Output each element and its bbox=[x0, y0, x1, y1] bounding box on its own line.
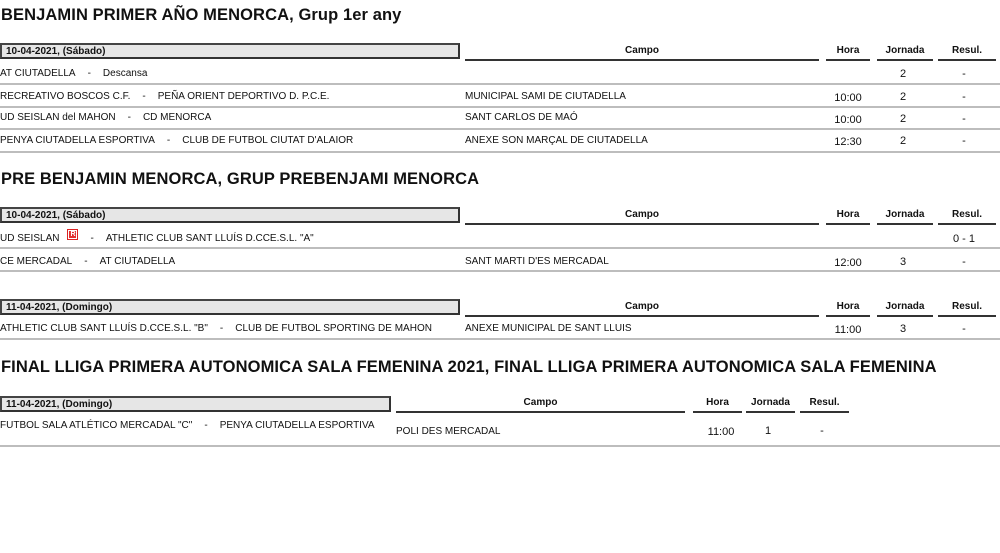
column-header-hora: Hora bbox=[826, 301, 870, 317]
away-team: CLUB DE FUTBOL SPORTING DE MAHON bbox=[235, 323, 432, 334]
column-header-hora: Hora bbox=[826, 209, 870, 225]
teams-separator: - bbox=[166, 135, 171, 146]
match-result: 0 - 1 bbox=[952, 233, 975, 245]
match-jornada: 2 bbox=[899, 113, 907, 125]
match-campo: SANT CARLOS DE MAÓ bbox=[465, 112, 578, 123]
report-badge-icon[interactable] bbox=[67, 229, 78, 240]
match-row bbox=[0, 414, 1000, 447]
teams-separator: - bbox=[90, 233, 94, 244]
column-header-hora: Hora bbox=[826, 45, 870, 61]
match-campo: ANEXE SON MARÇAL DE CIUTADELLA bbox=[465, 135, 648, 146]
away-team: PENYA CIUTADELLA ESPORTIVA bbox=[219, 420, 375, 431]
competition-title: BENJAMIN PRIMER AÑO MENORCA, Grup 1er any bbox=[1, 6, 402, 24]
match-result: - bbox=[820, 425, 824, 437]
match-row bbox=[0, 86, 1000, 108]
match-row bbox=[0, 318, 1000, 340]
match-teams bbox=[0, 68, 147, 79]
match-hora: 12:00 bbox=[834, 257, 862, 269]
competition-title: FINAL LLIGA PRIMERA AUTONOMICA SALA FEMENINA 2021, FINAL LLIGA PRIMERA AUTONOMICA SALA FEMENINA bbox=[1, 358, 937, 376]
column-header-resul: Resul. bbox=[938, 45, 996, 61]
teams-separator: - bbox=[87, 68, 91, 79]
match-row bbox=[0, 227, 1000, 249]
match-campo: MUNICIPAL SAMI DE CIUTADELLA bbox=[465, 91, 626, 102]
column-header-resul: Resul. bbox=[800, 397, 849, 413]
match-hora: 10:00 bbox=[834, 92, 862, 104]
date-header: 11-04-2021, (Domingo) bbox=[0, 299, 460, 315]
match-result: - bbox=[962, 113, 966, 125]
date-header: 10-04-2021, (Sábado) bbox=[0, 43, 460, 59]
match-campo: POLI DES MERCADAL bbox=[396, 426, 501, 437]
teams-separator: - bbox=[84, 256, 88, 267]
home-team: CE MERCADAL bbox=[0, 256, 73, 267]
match-row bbox=[0, 63, 1000, 85]
match-result: - bbox=[962, 256, 966, 268]
teams-separator: - bbox=[127, 112, 131, 123]
column-header-jornada: Jornada bbox=[746, 397, 795, 413]
match-hora: 11:00 bbox=[834, 324, 862, 336]
away-team: ATHLETIC CLUB SANT LLUÍS D.CCE.S.L. "A" bbox=[105, 233, 314, 244]
home-team: UD SEISLAN del MAHON bbox=[0, 112, 116, 123]
report-badge-letter: R bbox=[70, 231, 76, 238]
column-header-campo: Campo bbox=[465, 209, 819, 225]
home-team: RECREATIVO BOSCOS C.F. bbox=[0, 91, 131, 102]
column-header-jornada: Jornada bbox=[877, 301, 933, 317]
away-team: Descansa bbox=[102, 68, 148, 79]
match-jornada: 2 bbox=[899, 91, 907, 103]
away-team: CLUB DE FUTBOL CIUTAT D'ALAIOR bbox=[182, 135, 354, 146]
match-row bbox=[0, 131, 1000, 153]
match-teams bbox=[0, 112, 211, 123]
match-teams bbox=[0, 420, 375, 431]
match-teams bbox=[0, 135, 353, 146]
date-header: 10-04-2021, (Sábado) bbox=[0, 207, 460, 223]
column-header-campo: Campo bbox=[465, 45, 819, 61]
match-teams bbox=[0, 233, 314, 244]
teams-separator: - bbox=[219, 323, 224, 334]
column-header-campo: Campo bbox=[396, 397, 685, 413]
match-result: - bbox=[962, 323, 966, 335]
match-result: - bbox=[962, 91, 966, 103]
column-header-resul: Resul. bbox=[938, 209, 996, 225]
match-teams bbox=[0, 323, 432, 334]
column-header-jornada: Jornada bbox=[877, 45, 933, 61]
home-team: FUTBOL SALA ATLÉTICO MERCADAL "C" bbox=[0, 420, 193, 431]
match-jornada: 2 bbox=[899, 68, 907, 80]
competition-title: PRE BENJAMIN MENORCA, GRUP PREBENJAMI MENORCA bbox=[1, 170, 480, 188]
away-team: CD MENORCA bbox=[142, 112, 212, 123]
match-row bbox=[0, 250, 1000, 272]
match-jornada: 1 bbox=[764, 425, 772, 437]
away-team: AT CIUTADELLA bbox=[99, 256, 176, 267]
match-jornada: 3 bbox=[899, 323, 907, 335]
match-result: - bbox=[962, 135, 966, 147]
home-team: AT CIUTADELLA bbox=[0, 68, 76, 79]
date-header: 11-04-2021, (Domingo) bbox=[0, 396, 391, 412]
home-team: UD SEISLAN bbox=[0, 233, 60, 244]
away-team: PEÑA ORIENT DEPORTIVO D. P.C.E. bbox=[157, 91, 330, 102]
match-campo: ANEXE MUNICIPAL DE SANT LLUIS bbox=[465, 323, 632, 334]
match-jornada: 2 bbox=[899, 135, 907, 147]
home-team: ATHLETIC CLUB SANT LLUÍS D.CCE.S.L. "B" bbox=[0, 323, 208, 334]
match-teams bbox=[0, 91, 329, 102]
column-header-campo: Campo bbox=[465, 301, 819, 317]
match-row bbox=[0, 108, 1000, 130]
match-result: - bbox=[962, 68, 966, 80]
match-teams bbox=[0, 256, 175, 267]
match-hora: 10:00 bbox=[834, 114, 862, 126]
match-hora: 11:00 bbox=[707, 426, 735, 438]
match-campo: SANT MARTI D'ES MERCADAL bbox=[465, 256, 609, 267]
column-header-hora: Hora bbox=[693, 397, 742, 413]
home-team: PENYA CIUTADELLA ESPORTIVA bbox=[0, 135, 155, 146]
match-jornada: 3 bbox=[899, 256, 907, 268]
column-header-jornada: Jornada bbox=[877, 209, 933, 225]
match-hora: 12:30 bbox=[834, 136, 862, 148]
teams-separator: - bbox=[142, 91, 146, 102]
column-header-resul: Resul. bbox=[938, 301, 996, 317]
teams-separator: - bbox=[204, 420, 208, 431]
